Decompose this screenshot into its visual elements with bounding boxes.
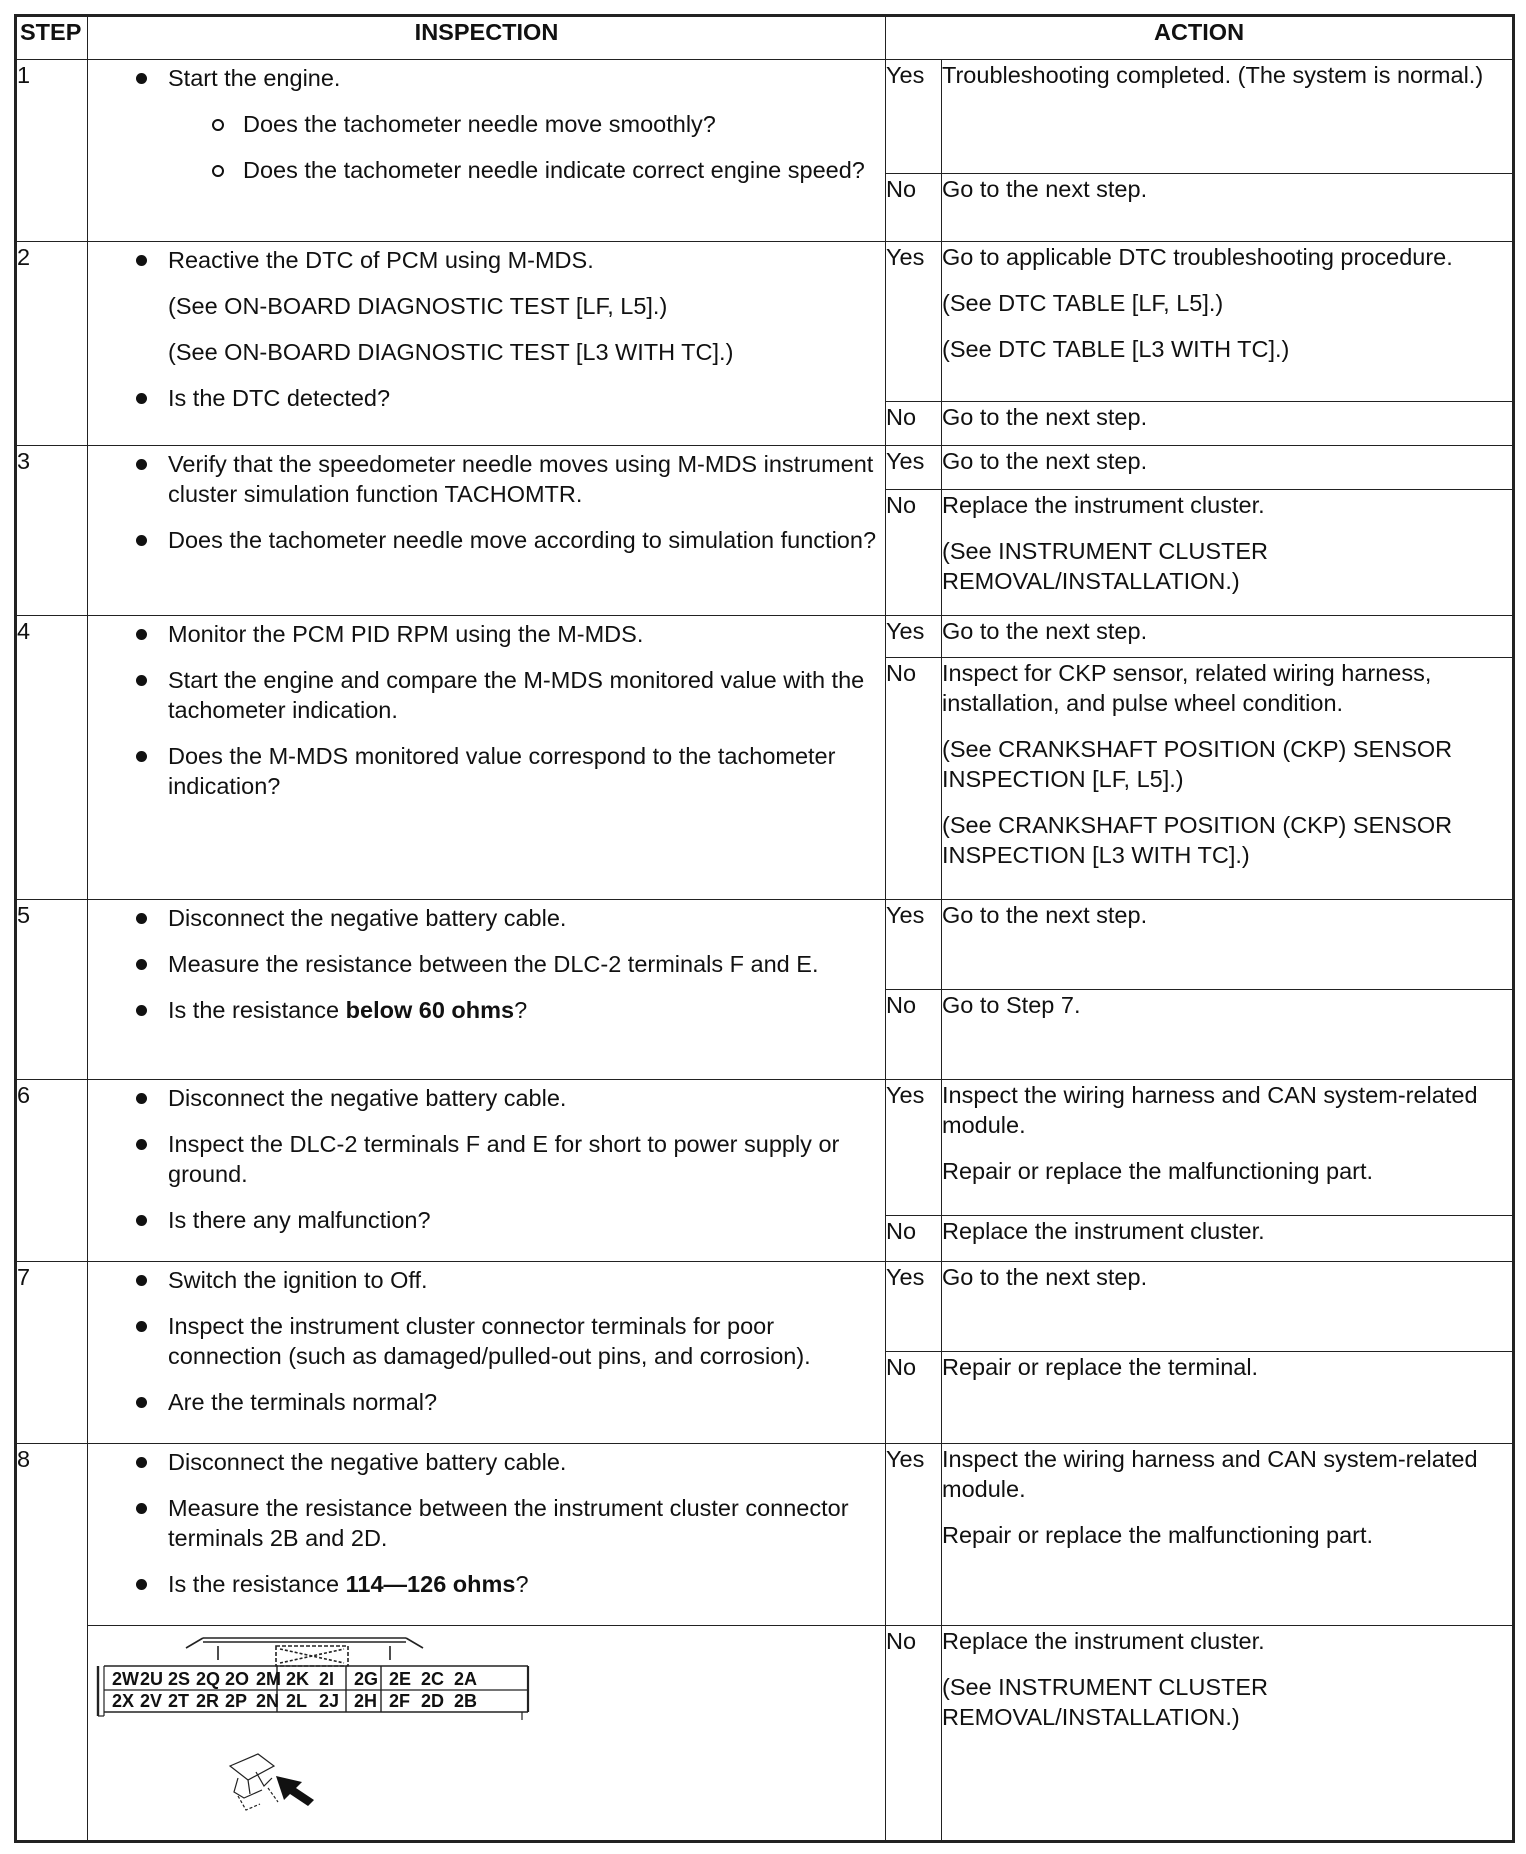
step-3-inspection: [88, 446, 886, 616]
action-text: Replace the instrument cluster.: [942, 1628, 1265, 1654]
action-text: Repair or replace the malfunctioning part.: [942, 1522, 1374, 1548]
yes-action: [942, 616, 1514, 658]
yes-label: Yes: [886, 60, 942, 174]
yes-action: [942, 446, 1514, 490]
yes-label: Yes: [886, 1080, 942, 1216]
header-row: [16, 16, 1514, 60]
connector-pin-label: 2U: [140, 1669, 164, 1689]
no-action: [942, 1626, 1514, 1842]
action-text: Go to the next step.: [942, 1264, 1148, 1290]
connector-pin-label: 2G: [354, 1669, 379, 1689]
step-7-yes-row: [16, 1262, 1514, 1352]
inspection-bullet: Is there any malfunction?: [88, 1205, 885, 1235]
yes-action: [942, 900, 1514, 990]
step-number: 2: [16, 242, 88, 446]
inspection-subitem: Does the tachometer needle move smoothly?: [88, 109, 885, 139]
inspection-bullet: Are the terminals normal?: [88, 1387, 885, 1417]
step-8-inspection: [88, 1444, 886, 1626]
yes-action: [942, 1080, 1514, 1216]
no-action: [942, 174, 1514, 242]
question-mark: ?: [515, 1571, 529, 1597]
connector-pin-label: 2K: [286, 1669, 310, 1689]
connector-pin-label: 2N: [256, 1691, 280, 1711]
header-step: STEP: [16, 16, 88, 60]
action-text: Repair or replace the terminal.: [942, 1354, 1259, 1380]
yes-label: Yes: [886, 1444, 942, 1626]
no-action: [942, 1216, 1514, 1262]
question-text: Is the resistance: [168, 997, 346, 1023]
step-2-inspection: [88, 242, 886, 446]
inspection-bullet: Disconnect the negative battery cable.: [88, 903, 885, 933]
connector-pin-label: 2M: [256, 1669, 282, 1689]
inspection-bullet: Start the engine.: [88, 63, 885, 93]
inspection-bullet: Reactive the DTC of PCM using M-MDS.: [88, 245, 885, 275]
inspection-reference: (See ON-BOARD DIAGNOSTIC TEST [LF, L5].): [168, 293, 668, 319]
inspection-bullet: Monitor the PCM PID RPM using the M-MDS.: [88, 619, 885, 649]
step-number: 3: [16, 446, 88, 616]
connector-pin-label: 2E: [389, 1669, 412, 1689]
action-text: Go to the next step.: [942, 902, 1148, 928]
header-inspection: INSPECTION: [88, 16, 886, 60]
inspection-bullet: Verify that the speedometer needle moves using M-MDS instrument cluster simulation function TACHOMTR.: [88, 449, 885, 509]
yes-label: Yes: [886, 446, 942, 490]
step-3-yes-row: [16, 446, 1514, 490]
connector-pin-label: 2X: [112, 1691, 135, 1711]
inspection-bullet: Start the engine and compare the M-MDS monitored value with the tachometer indication.: [88, 665, 885, 725]
yes-label: Yes: [886, 1262, 942, 1352]
action-text: Go to the next step.: [942, 404, 1148, 430]
action-reference: (See CRANKSHAFT POSITION (CKP) SENSOR INSPECTION [L3 WITH TC].): [942, 812, 1453, 868]
step-number: 8: [16, 1444, 88, 1842]
connector-pin-label: 2H: [354, 1691, 378, 1711]
instrument-cluster-connector-diagram: [88, 1626, 688, 1840]
arrow-icon: [276, 1776, 314, 1806]
inspection-bullet: Inspect the instrument cluster connector terminals for poor connection (such as damaged/pulled-out pins, and corrosion).: [88, 1311, 885, 1371]
action-reference: (See DTC TABLE [L3 WITH TC].): [942, 336, 1290, 362]
action-text: Replace the instrument cluster.: [942, 492, 1265, 518]
connector-pin-label: 2F: [389, 1691, 411, 1711]
inspection-bullet: Is the DTC detected?: [88, 383, 885, 413]
step-number: 5: [16, 900, 88, 1080]
yes-action: [942, 1262, 1514, 1352]
no-label: No: [886, 1352, 942, 1444]
step-8-no-row: [16, 1626, 1514, 1842]
inspection-bullet: [88, 1569, 885, 1599]
no-label: No: [886, 658, 942, 900]
yes-label: Yes: [886, 900, 942, 990]
question-text: Is the resistance: [168, 1571, 346, 1597]
step-1-yes-row: [16, 60, 1514, 174]
connector-diagram-cell: [88, 1626, 886, 1842]
no-label: No: [886, 1626, 942, 1842]
spec-value: 114—126 ohms: [345, 1571, 516, 1597]
action-text: Go to applicable DTC troubleshooting procedure.: [942, 244, 1453, 270]
step-6-inspection: [88, 1080, 886, 1262]
no-action: [942, 1352, 1514, 1444]
diagnostic-procedure-sheet: [14, 14, 1512, 1838]
connector-pin-label: 2W: [112, 1669, 139, 1689]
connector-pins-bottom-row: [112, 1691, 477, 1711]
connector-pins-top-row: [112, 1669, 477, 1689]
connector-pin-label: 2V: [140, 1691, 163, 1711]
inspection-bullet: [88, 995, 885, 1025]
connector-pin-label: 2C: [421, 1669, 445, 1689]
action-reference: (See INSTRUMENT CLUSTER REMOVAL/INSTALLATION.): [942, 538, 1269, 594]
action-reference: (See INSTRUMENT CLUSTER REMOVAL/INSTALLATION.): [942, 1674, 1269, 1730]
action-text: Go to Step 7.: [942, 992, 1081, 1018]
no-label: No: [886, 1216, 942, 1262]
action-text: Repair or replace the malfunctioning part.: [942, 1158, 1374, 1184]
action-text: Inspect for CKP sensor, related wiring harness, installation, and pulse wheel condition.: [942, 660, 1432, 716]
connector-pin-label: 2D: [421, 1691, 445, 1711]
action-text: Replace the instrument cluster.: [942, 1218, 1265, 1244]
connector-pin-label: 2R: [196, 1691, 220, 1711]
inspection-bullet: Measure the resistance between the instrument cluster connector terminals 2B and 2D.: [88, 1493, 885, 1553]
yes-label: Yes: [886, 242, 942, 402]
no-label: No: [886, 174, 942, 242]
header-action: ACTION: [886, 16, 1514, 60]
step-5-yes-row: [16, 900, 1514, 990]
inspection-subitem: Does the tachometer needle indicate correct engine speed?: [88, 155, 885, 185]
step-8-yes-row: [16, 1444, 1514, 1626]
connector-pin-label: 2T: [168, 1691, 190, 1711]
inspection-bullet: Does the M-MDS monitored value correspond to the tachometer indication?: [88, 741, 885, 801]
inspection-bullet: Inspect the DLC-2 terminals F and E for short to power supply or ground.: [88, 1129, 885, 1189]
step-number: 6: [16, 1080, 88, 1262]
action-text: Go to the next step.: [942, 176, 1148, 202]
step-1-inspection: [88, 60, 886, 242]
no-action: [942, 658, 1514, 900]
inspection-bullet: Measure the resistance between the DLC-2 terminals F and E.: [88, 949, 885, 979]
step-6-yes-row: [16, 1080, 1514, 1216]
connector-pin-label: 2S: [168, 1669, 191, 1689]
action-text: Inspect the wiring harness and CAN system-related module.: [942, 1446, 1478, 1502]
step-4-inspection: [88, 616, 886, 900]
step-5-inspection: [88, 900, 886, 1080]
connector-pin-label: 2P: [225, 1691, 248, 1711]
action-text: Go to the next step.: [942, 618, 1148, 644]
inspection-reference: (See ON-BOARD DIAGNOSTIC TEST [L3 WITH TC].): [168, 339, 734, 365]
inspection-bullet: Disconnect the negative battery cable.: [88, 1083, 885, 1113]
connector-pin-label: 2I: [319, 1669, 335, 1689]
connector-pin-label: 2J: [319, 1691, 340, 1711]
no-label: No: [886, 490, 942, 616]
action-text: Go to the next step.: [942, 448, 1148, 474]
no-action: [942, 490, 1514, 616]
step-2-yes-row: [16, 242, 1514, 402]
step-number: 4: [16, 616, 88, 900]
yes-label: Yes: [886, 616, 942, 658]
inspection-bullet: Does the tachometer needle move according to simulation function?: [88, 525, 885, 555]
action-reference: (See CRANKSHAFT POSITION (CKP) SENSOR INSPECTION [LF, L5].): [942, 736, 1453, 792]
action-text: Troubleshooting completed. (The system is normal.): [942, 62, 1484, 88]
step-number: 7: [16, 1262, 88, 1444]
yes-action: [942, 242, 1514, 402]
connector-lock-tab: [186, 1638, 423, 1666]
step-4-yes-row: [16, 616, 1514, 658]
connector-pin-label: 2L: [286, 1691, 308, 1711]
spec-value: below 60 ohms: [345, 997, 515, 1023]
step-7-inspection: [88, 1262, 886, 1444]
yes-action: [942, 1444, 1514, 1626]
step-number: 1: [16, 60, 88, 242]
inspection-bullet: Disconnect the negative battery cable.: [88, 1447, 885, 1477]
no-action: [942, 402, 1514, 446]
action-text: Inspect the wiring harness and CAN system-related module.: [942, 1082, 1478, 1138]
connector-pin-label: 2A: [454, 1669, 478, 1689]
connector-locator-illustration: [230, 1754, 278, 1810]
question-mark: ?: [514, 997, 528, 1023]
connector-pin-label: 2B: [454, 1691, 478, 1711]
action-reference: (See DTC TABLE [LF, L5].): [942, 290, 1224, 316]
no-label: No: [886, 402, 942, 446]
connector-diagram-svg: [88, 1626, 688, 1840]
connector-pin-label: 2O: [225, 1669, 250, 1689]
no-action: [942, 990, 1514, 1080]
inspection-bullet: Switch the ignition to Off.: [88, 1265, 885, 1295]
troubleshooting-table: [14, 14, 1515, 1843]
no-label: No: [886, 990, 942, 1080]
yes-action: [942, 60, 1514, 174]
connector-pin-label: 2Q: [196, 1669, 221, 1689]
